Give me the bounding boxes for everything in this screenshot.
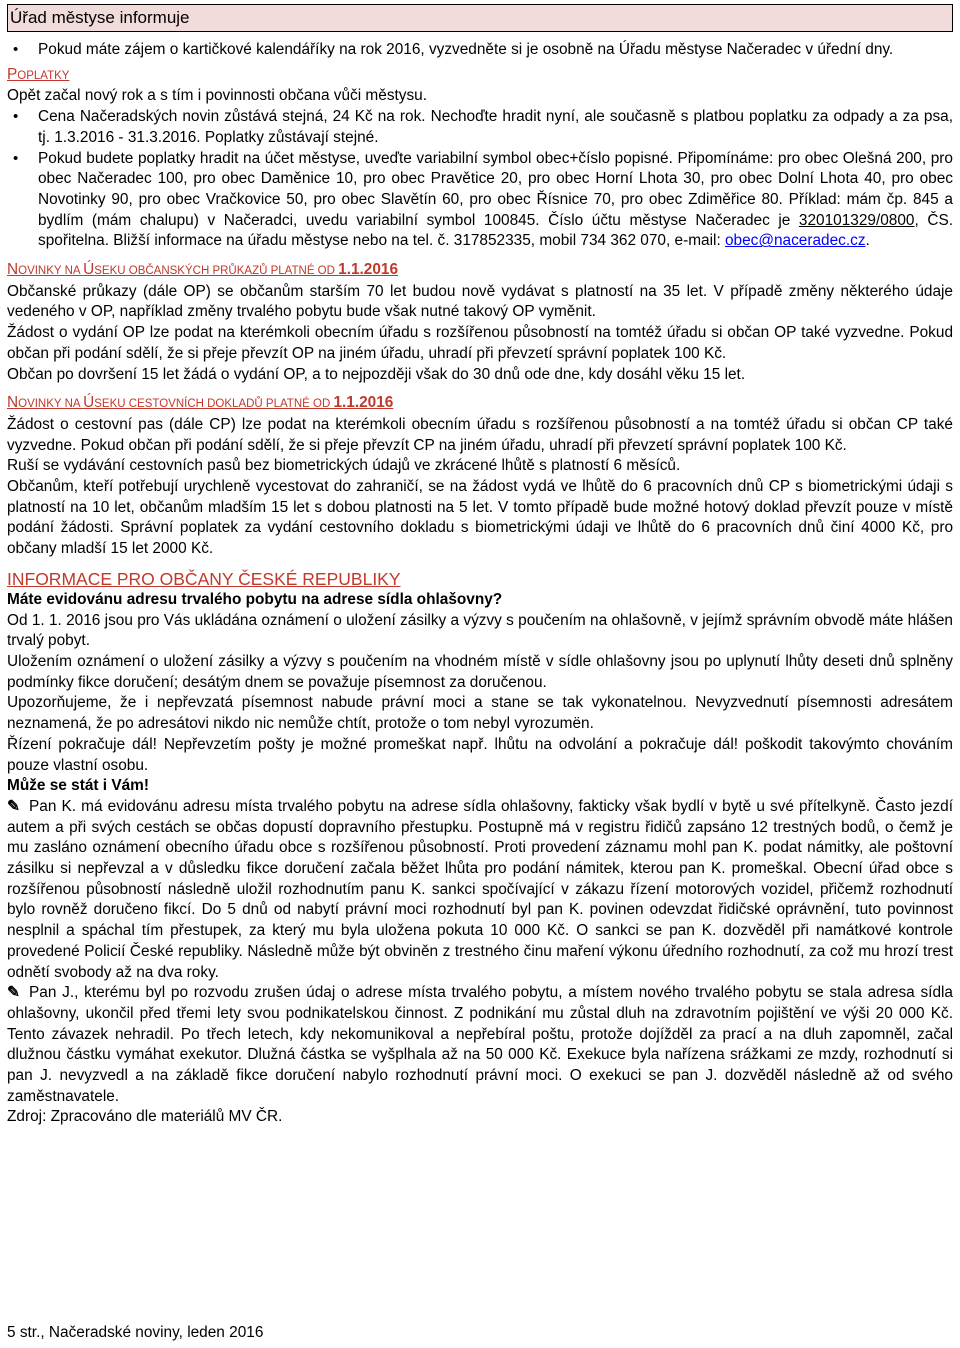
list-item: • Pokud máte zájem o kartičkové kalendáříky na rok 2016, vyzvedněte si je osobně na Úřadu městyse Načeradec v úřední dny. [7, 40, 953, 61]
list-item: • Pokud budete poplatky hradit na účet městyse, uveďte variabilní symbol obec+číslo popisné. Připomínáme: pro obec Olešná 200, pro obec Načeradec 100, pro obec Daměnice 10, pro obec Pravětice 20, pro obec Horní Lhota 30, pro obec Dolní Lhota 40, pro obec Novotinky 90, pro obec Vračkovice 50, pro obec Slavětín 60, pro obec Řísnice 70, pro obec Zdiměřice 80. Příklad: mám čp. 845 a bydlím (mám chalupu) v Načeradci, uvedu variabilní symbol 100845. Číslo účtu městyse Načeradec je 320101329/0800, ČS. spořitelna. Bližší informace na úřadu městyse nebo na tel. č. 317852335, mobil 734 362 070, e-mail: obec@naceradec.cz. [7, 149, 953, 253]
case-paragraph: ✎ Pan J., kterému byl po rozvodu zrušen údaj o adrese místa trvalého pobytu, a místem nového trvalého pobytu se stala adresa sídla ohlašovny, ukončil před třemi lety svou podnikatelskou činnost. Z podnikání mu zůstal dluh na zdravotním pojištění ve výši 20 000 Kč. Tento závazek nehradil. Po třech letech, kdy nekomunikoval a nepřebíral poštu, protože dojížděl za prací a na dluh zapomněl, začal dlužnou částku vymáhat exekutor. Dlužná částka se vyšplhala až na 50 000 Kč. Exekuce byla nařízena srážkami ze mzdy, rozhodnutí si pan J. nevyzvedl a na základě fikce doručení nabylo rozhodnutí právní moci. O exekuci se pan J. dozvěděl následně až od svého zaměstnavatele. [7, 984, 953, 1105]
info-paragraph: Upozorňujeme, že i nepřevzatá písemnost nabude právní moci a stane se tak vykonatelnou. Nevyzvednutí písemnosti adresátem neznamená, že po adresátovi nikdo nic nemůže chtít, protože o tom nebyl vyrozumën. [7, 694, 953, 733]
pen-icon: ✎ [7, 797, 20, 815]
section-header [7, 4, 953, 32]
list-item: • Cena Načeradských novin zůstává stejná, 24 Kč na rok. Nechoďte hradit nyní, ale současně s platbou poplatku za odpady a za psa, tj. 1.3.2016 - 31.3.2016. Poplatky zůstávají stejné. [7, 107, 953, 148]
info-paragraph: Řízení pokračuje dál! Nepřevzetím pošty je možné promeškat např. lhůtu na odvolání a pokračuje dál! poškodit takovýmto chováním pouze vlastní osobu. [7, 735, 953, 774]
poplatky-intro: Opět začal nový rok a s tím i povinnosti občana vůči městysu. [7, 87, 428, 105]
info-heading: INFORMACE PRO OBČANY ČESKÉ REPUBLIKY [7, 568, 401, 589]
cp-paragraph: Občanům, kteří potřebují urychleně vycestovat do zahraničí, se na žádost vydá ve lhůtě do 6 pracovních dnů CP s biometrickými údaji s platností na 10 let, občanům mladším 15 let s dobou platnosti na 5 let. V tomto případě bude možné hotový doklad převzít pouze v místě podání žádosti. Správní poplatek za vydání cestovního dokladu s biometrickými údaji ve lhůtě do 6 pracovních dnů činí 4000 Kč, pro občany mladší 15 let 2000 Kč. [7, 478, 953, 558]
info-paragraph: Od 1. 1. 2016 jsou pro Vás ukládána oznámení o uložení zásilky a výzvy s poučením na ohlašovně, v jejímž správním obvodě máte hlášen trvalý pobyt. [7, 611, 953, 650]
account-number: 320101329/0800 [798, 211, 915, 229]
poplatky-heading: POPLATKY [7, 65, 70, 83]
can-happen-heading: Může se stát i Vám! [7, 777, 149, 795]
case-paragraph: ✎ Pan K. má evidovánu adresu místa trvalého pobytu na adrese sídla ohlašovny, fakticky však bydlí v bytě u své přítelkyně. Často jezdí autem a při svých cestách se občas dopustí dopravního přestupku. Postupně má v registru řidičů zapsáno 12 trestných bodů, o čemž je mu zasláno oznámení obecního úřadu obce s rozšířenou působností. Proti provedení záznamu mohl pan K. podat námitky, ale poštovní zásilku si nepřevzal a v důsledku fikce doručení začala běžet lhůta pro podání námitek, kterou pan K. promeškal. Obecní úřad obce s rozšířenou působností následně uložil rozhodnutím panu K. sankci spočívající v zákazu řízení motorových vozidel, přičemž rozhodnutí bylo rovněž doručeno fikcí. Do 5 dnů od nabytí právní moci rozhodnutí byl pan K. povinen odevzdat řidičské oprávnění, tuto povinnost nesplnil a spáchal tím přestupek, za který mu byla uložena pokuta 10 000 Kč. O sankci se pan K. dozvěděl při namátkové kontrole provedené Policií České republiky. Následně může být obviněn z trestného činu maření výkonu úředního rozhodnutí, za což mu hrozí trest odnětí svobody až na dva roky. [7, 797, 953, 981]
pen-icon: ✎ [7, 984, 20, 1002]
source-note: Zdroj: Zpracováno dle materiálů MV ČR. [7, 1108, 283, 1126]
intro-list [7, 40, 953, 61]
email-link[interactable]: obec@naceradec.cz [725, 232, 866, 250]
cp-paragraph: Ruší se vydávání cestovních pasů bez biometrických údajů ve zkrácené lhůtě s platností 6 měsíců. [7, 457, 681, 475]
poplatky-list [7, 107, 953, 252]
header-title: Úřad městyse informuje [10, 8, 190, 27]
cp-paragraph: Žádost o cestovní pas (dále CP) lze podat na kterémkoli obecním úřadu s rozšířenou působností a na tomtéž úřadu si občan CP také vyzvedne. Pokud občan při podání sdělí, že si přeje převzít CP na jiném úřadu, uhradí při převzetí správní poplatek 100 Kč. [7, 415, 953, 454]
info-question: Máte evidovánu adresu trvalého pobytu na adrese sídla ohlašovny? [7, 590, 503, 608]
op-paragraph: Žádost o vydání OP lze podat na kterémkoli obecním úřadu s rozšířenou působností na tomtéž úřadu si občan OP také vyzvedne. Pokud občan při podání sdělí, že si přeje převzít OP na jiném úřadu, uhradí při převzetí správní poplatek 100 Kč. [7, 324, 953, 362]
info-paragraph: Uložením oznámení o uložení zásilky a výzvy s poučením na vhodném místě v sídle ohlašovny jsou po uplynutí lhůty deseti dnů splněny podmínky fikce doručení; desátým dnem se považuje písemnost za doručenou. [7, 652, 953, 691]
op-paragraph: Občan po dovršení 15 let žádá o vydání OP, a to nejpozději však do 30 dnů ode dne, kdy dosáhl věku 15 let. [7, 365, 746, 383]
cp-heading: NOVINKY NA ÚSEKU CESTOVNÍCH DOKLADŮ PLATNÉ OD 1.1.2016 [7, 394, 394, 412]
newsletter-page [7, 4, 953, 1128]
op-paragraph: Občanské průkazy (dále OP) se občanům starším 70 let budou nově vydávat s platností na 35 let. V případě změny některého údaje vedeného v OP, například změny trvalého pobytu bude však nutné takový OP vyměnit. [7, 282, 953, 321]
page-footer: 5 str., Načeradské noviny, leden 2016 [7, 1324, 264, 1341]
op-heading: NOVINKY NA ÚSEKU OBČANSKÝCH PRŮKAZŮ PLATNÉ OD 1.1.2016 [7, 261, 399, 279]
